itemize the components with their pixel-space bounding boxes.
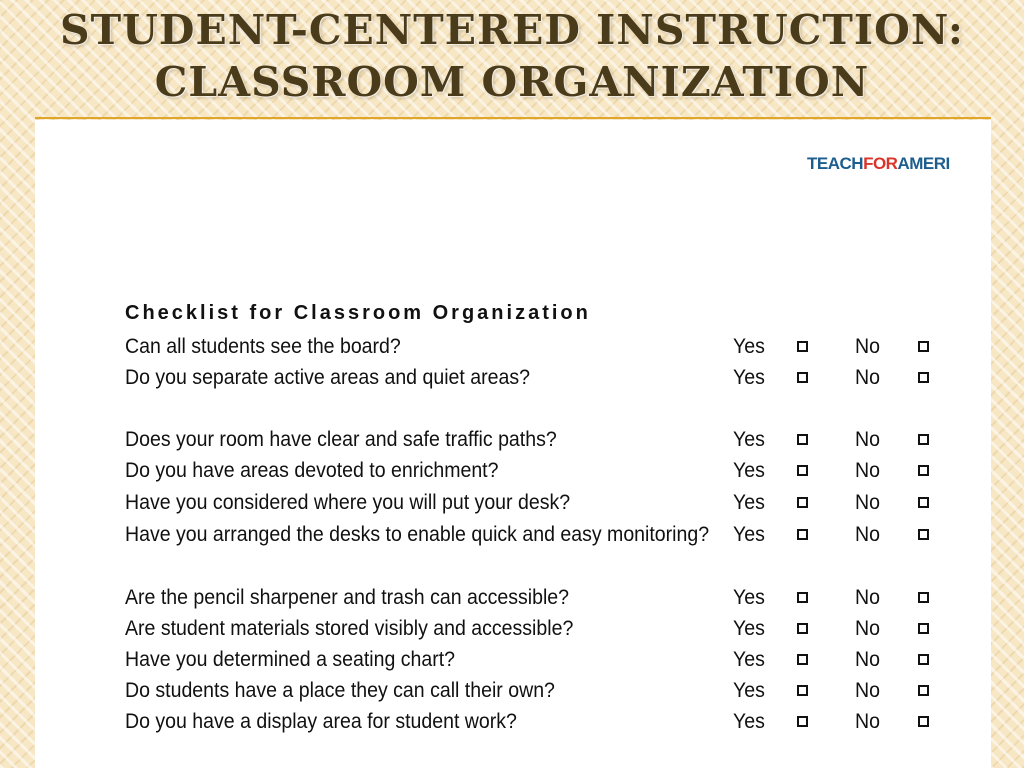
yes-label: Yes xyxy=(733,366,765,389)
logo-part-2: FOR xyxy=(863,154,898,173)
yes-checkbox[interactable] xyxy=(797,434,808,445)
no-checkbox[interactable] xyxy=(918,372,929,383)
yes-label: Yes xyxy=(733,335,765,358)
yes-checkbox[interactable] xyxy=(797,685,808,696)
logo-part-1: TEACH xyxy=(807,154,864,173)
yes-label: Yes xyxy=(733,523,765,546)
yes-checkbox[interactable] xyxy=(797,592,808,603)
yes-label: Yes xyxy=(733,586,765,609)
logo-part-3: AMERI xyxy=(897,154,950,173)
checklist-row xyxy=(125,677,955,705)
no-label: No xyxy=(855,459,880,482)
no-label: No xyxy=(855,679,880,702)
slide-title xyxy=(0,4,1024,108)
no-checkbox[interactable] xyxy=(918,623,929,634)
question-text: Do you have a display area for student work? xyxy=(125,710,517,733)
no-label: No xyxy=(855,710,880,733)
question-text: Have you arranged the desks to enable quick and easy monitoring? xyxy=(125,523,710,546)
no-checkbox[interactable] xyxy=(918,716,929,727)
question-text: Can all students see the board? xyxy=(125,335,401,358)
slide-title-line-2: CLASSROOM ORGANIZATION xyxy=(154,58,870,106)
slide-title-line-1: STUDENT-CENTERED INSTRUCTION: xyxy=(60,6,964,54)
checklist-document xyxy=(35,120,991,768)
checklist-row xyxy=(125,333,955,361)
yes-label: Yes xyxy=(733,459,765,482)
checklist-row xyxy=(125,584,955,612)
no-label: No xyxy=(855,648,880,671)
checklist-row xyxy=(125,426,955,454)
no-checkbox[interactable] xyxy=(918,497,929,508)
checklist-row xyxy=(125,364,955,392)
yes-label: Yes xyxy=(733,710,765,733)
checklist-row xyxy=(125,521,955,549)
no-label: No xyxy=(855,586,880,609)
yes-label: Yes xyxy=(733,679,765,702)
no-checkbox[interactable] xyxy=(918,592,929,603)
no-checkbox[interactable] xyxy=(918,529,929,540)
no-label: No xyxy=(855,491,880,514)
yes-label: Yes xyxy=(733,428,765,451)
teach-for-america-logo xyxy=(807,154,950,174)
question-text: Are the pencil sharpener and trash can accessible? xyxy=(125,586,570,609)
no-label: No xyxy=(855,335,880,358)
yes-label: Yes xyxy=(733,491,765,514)
no-checkbox[interactable] xyxy=(918,465,929,476)
yes-checkbox[interactable] xyxy=(797,497,808,508)
yes-checkbox[interactable] xyxy=(797,623,808,634)
yes-checkbox[interactable] xyxy=(797,341,808,352)
yes-checkbox[interactable] xyxy=(797,529,808,540)
question-text: Do you have areas devoted to enrichment? xyxy=(125,459,499,482)
no-checkbox[interactable] xyxy=(918,685,929,696)
checklist-row xyxy=(125,457,955,485)
question-text: Have you considered where you will put your desk? xyxy=(125,491,571,514)
question-text: Does your room have clear and safe traffic paths? xyxy=(125,428,557,451)
title-divider xyxy=(35,117,991,119)
no-label: No xyxy=(855,366,880,389)
yes-label: Yes xyxy=(733,648,765,671)
checklist-row xyxy=(125,489,955,517)
question-text: Have you determined a seating chart? xyxy=(125,648,456,671)
no-label: No xyxy=(855,428,880,451)
yes-label: Yes xyxy=(733,617,765,640)
no-label: No xyxy=(855,523,880,546)
yes-checkbox[interactable] xyxy=(797,654,808,665)
no-checkbox[interactable] xyxy=(918,341,929,352)
no-label: No xyxy=(855,617,880,640)
yes-checkbox[interactable] xyxy=(797,465,808,476)
checklist-title: Checklist for Classroom Organization xyxy=(125,302,591,324)
checklist-row xyxy=(125,708,955,736)
question-text: Are student materials stored visibly and accessible? xyxy=(125,617,574,640)
no-checkbox[interactable] xyxy=(918,434,929,445)
no-checkbox[interactable] xyxy=(918,654,929,665)
yes-checkbox[interactable] xyxy=(797,372,808,383)
question-text: Do students have a place they can call their own? xyxy=(125,679,555,702)
question-text: Do you separate active areas and quiet areas? xyxy=(125,366,530,389)
checklist-row xyxy=(125,646,955,674)
yes-checkbox[interactable] xyxy=(797,716,808,727)
checklist-row xyxy=(125,615,955,643)
